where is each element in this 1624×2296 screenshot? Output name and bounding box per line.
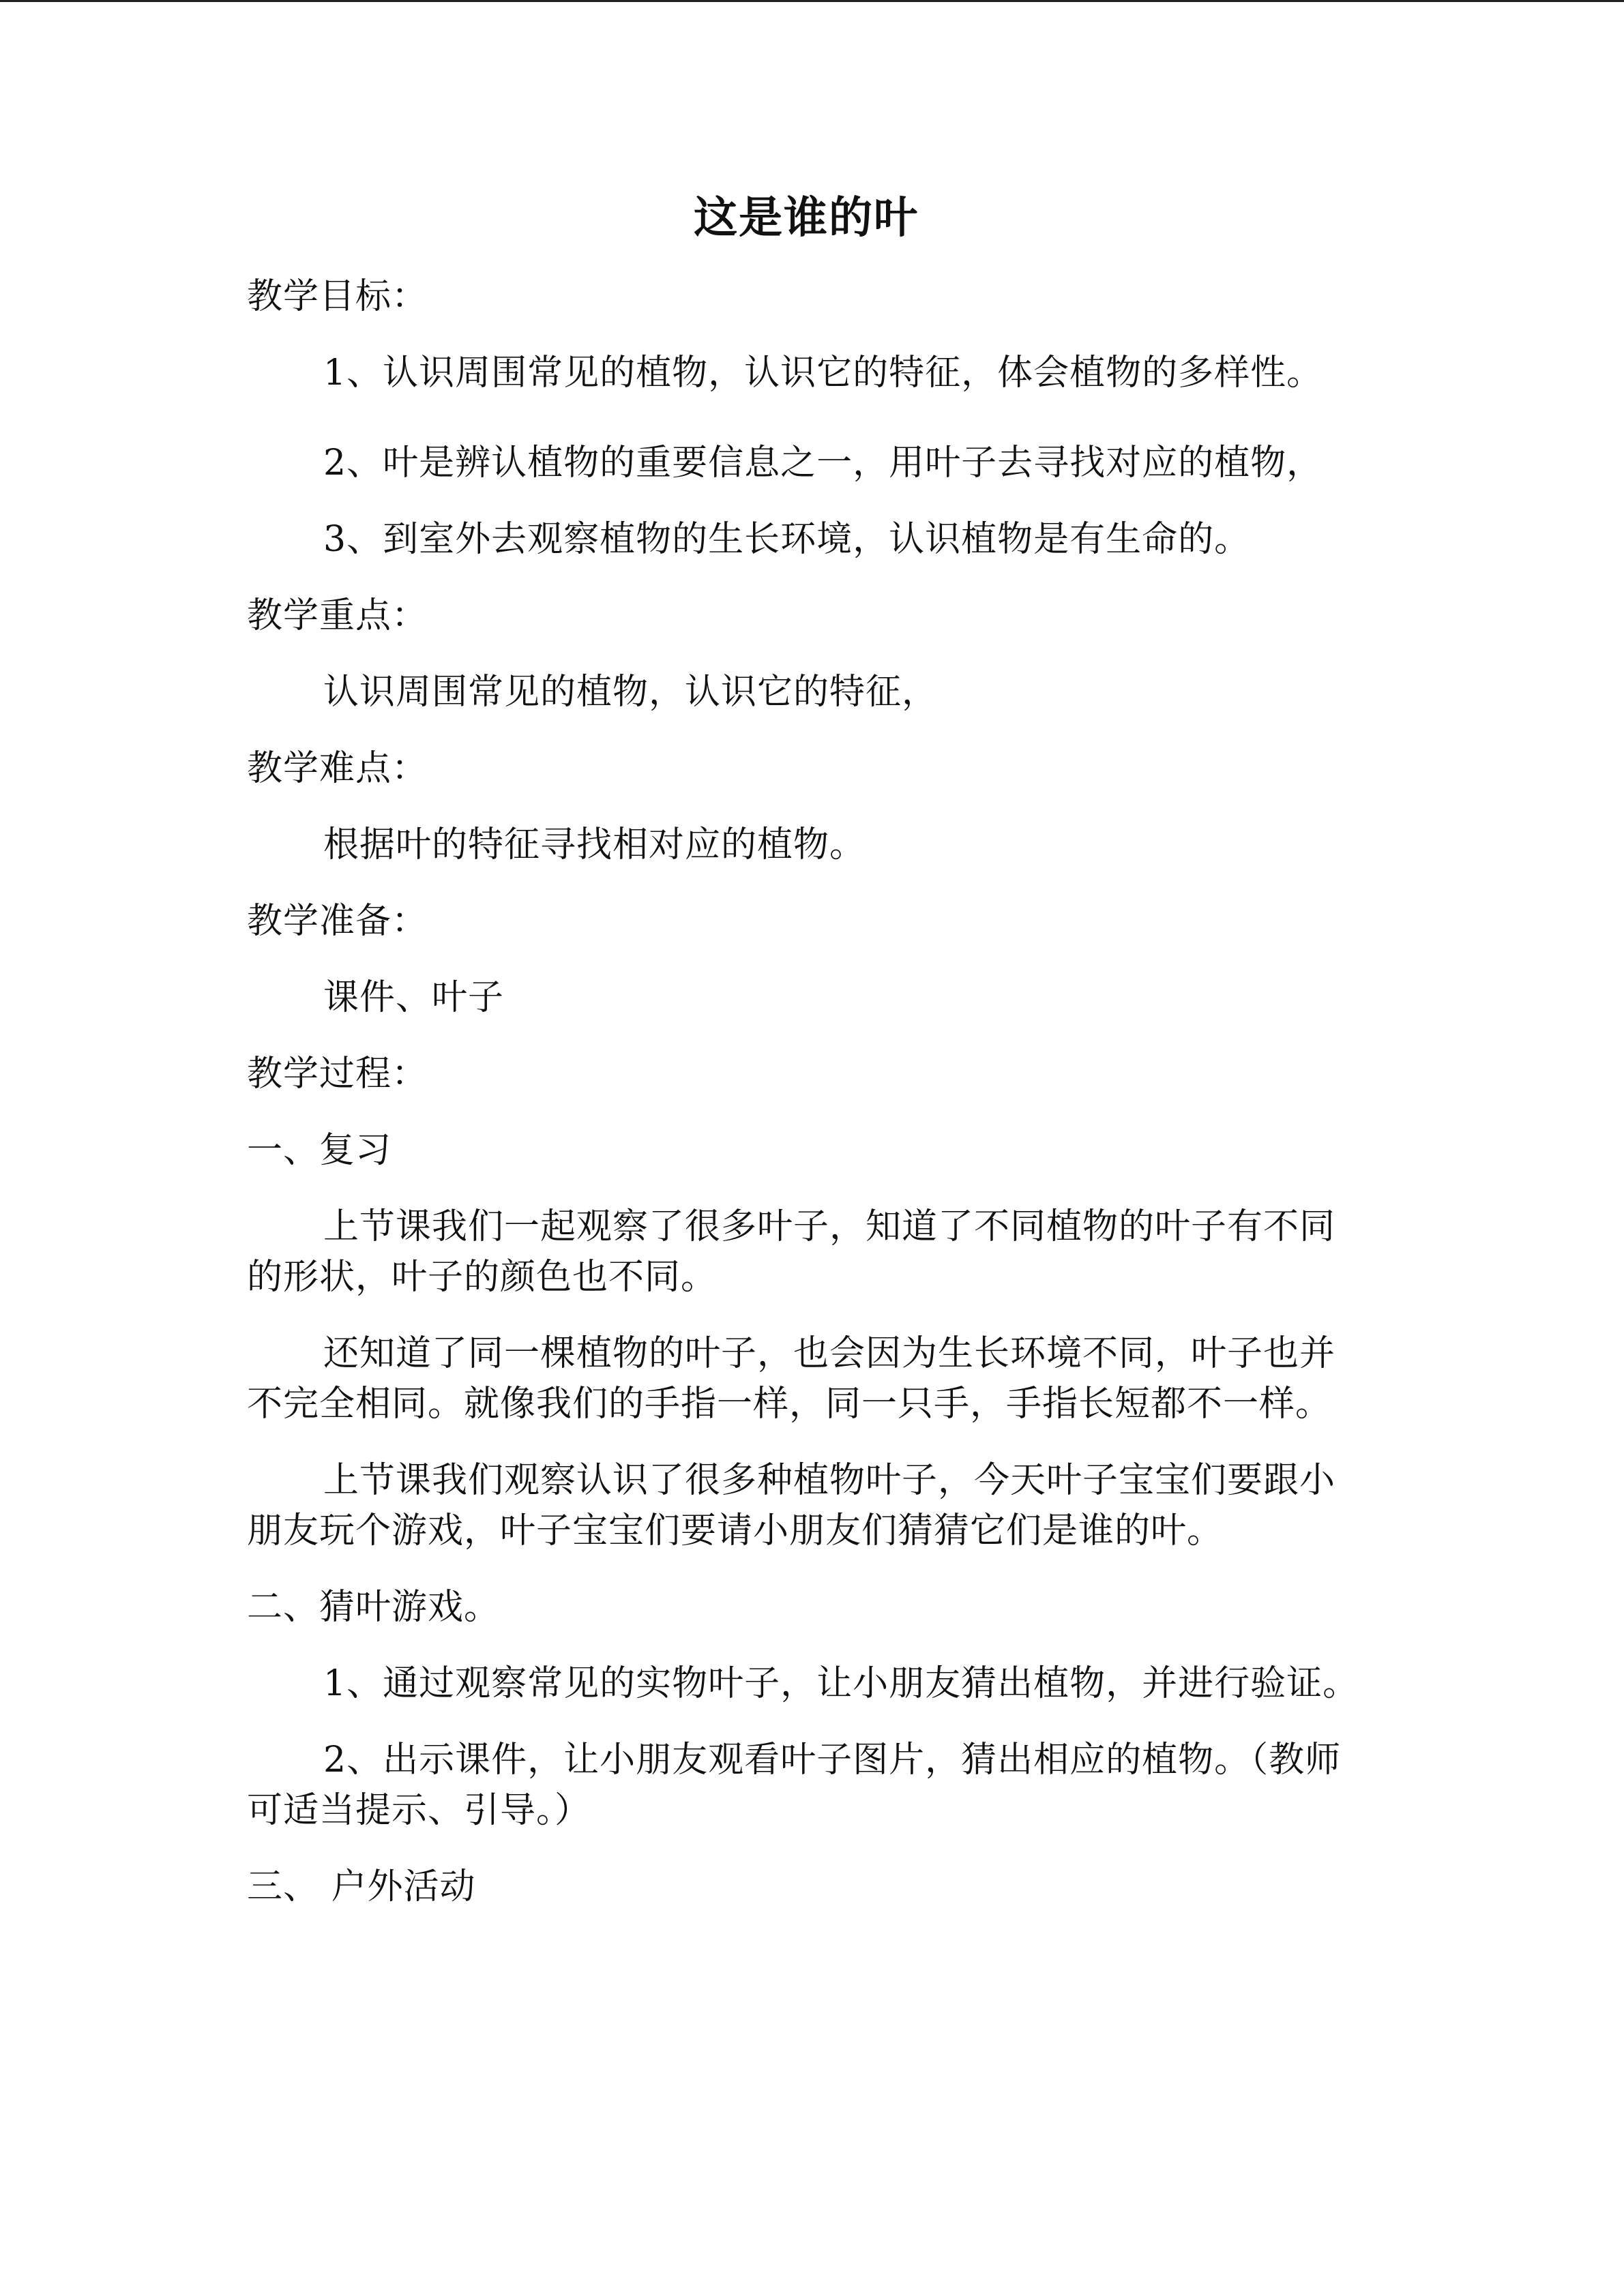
difficulty-heading: 教学难点：	[247, 748, 428, 789]
game-step: 2、出示课件，让小朋友观看叶子图片，猜出相应的植物。（教师可适当提示、引导。）	[247, 1740, 1342, 1831]
section-review-heading: 一、复习	[247, 1130, 392, 1171]
review-paragraph: 上节课我们一起观察了很多叶子，知道了不同植物的叶子有不同的形状，叶子的颜色也不同。	[247, 1206, 1336, 1298]
objective-item: 3、到室外去观察植物的生长环境，认识植物是有生命的。	[323, 519, 1251, 560]
document-title: 这是谁的叶	[694, 193, 919, 243]
page-top-border	[0, 0, 1624, 2]
objective-item: 2、叶是辨认植物的重要信息之一，用叶子去寻找对应的植物，	[323, 443, 1323, 483]
section-game-heading: 二、猜叶游戏。	[247, 1587, 501, 1628]
difficulty-text: 根据叶的特征寻找相对应的植物。	[323, 824, 866, 865]
objectives-heading: 教学目标：	[247, 276, 428, 317]
objective-item: 1、认识周围常见的植物，认识它的特征，体会植物的多样性。	[323, 353, 1323, 393]
game-step: 1、通过观察常见的实物叶子，让小朋友猜出植物，并进行验证。	[323, 1663, 1359, 1704]
preparation-text: 课件、叶子	[323, 977, 505, 1018]
process-heading: 教学过程：	[247, 1054, 428, 1094]
document-page	[247, 184, 1365, 1938]
section-outdoor-heading: 三、 户外活动	[247, 1866, 476, 1907]
preparation-heading: 教学准备：	[247, 901, 428, 942]
keypoint-text: 认识周围常见的植物，认识它的特征，	[323, 672, 939, 713]
review-paragraph: 上节课我们观察认识了很多种植物叶子，今天叶子宝宝们要跟小朋友玩个游戏，叶子宝宝们要请小朋友们猜猜它们是谁的叶。	[247, 1460, 1336, 1551]
review-paragraph: 还知道了同一棵植物的叶子，也会因为生长环境不同，叶子也并不完全相同。就像我们的手指一样，同一只手，手指长短都不一样。	[247, 1333, 1336, 1425]
keypoint-heading: 教学重点：	[247, 595, 428, 636]
